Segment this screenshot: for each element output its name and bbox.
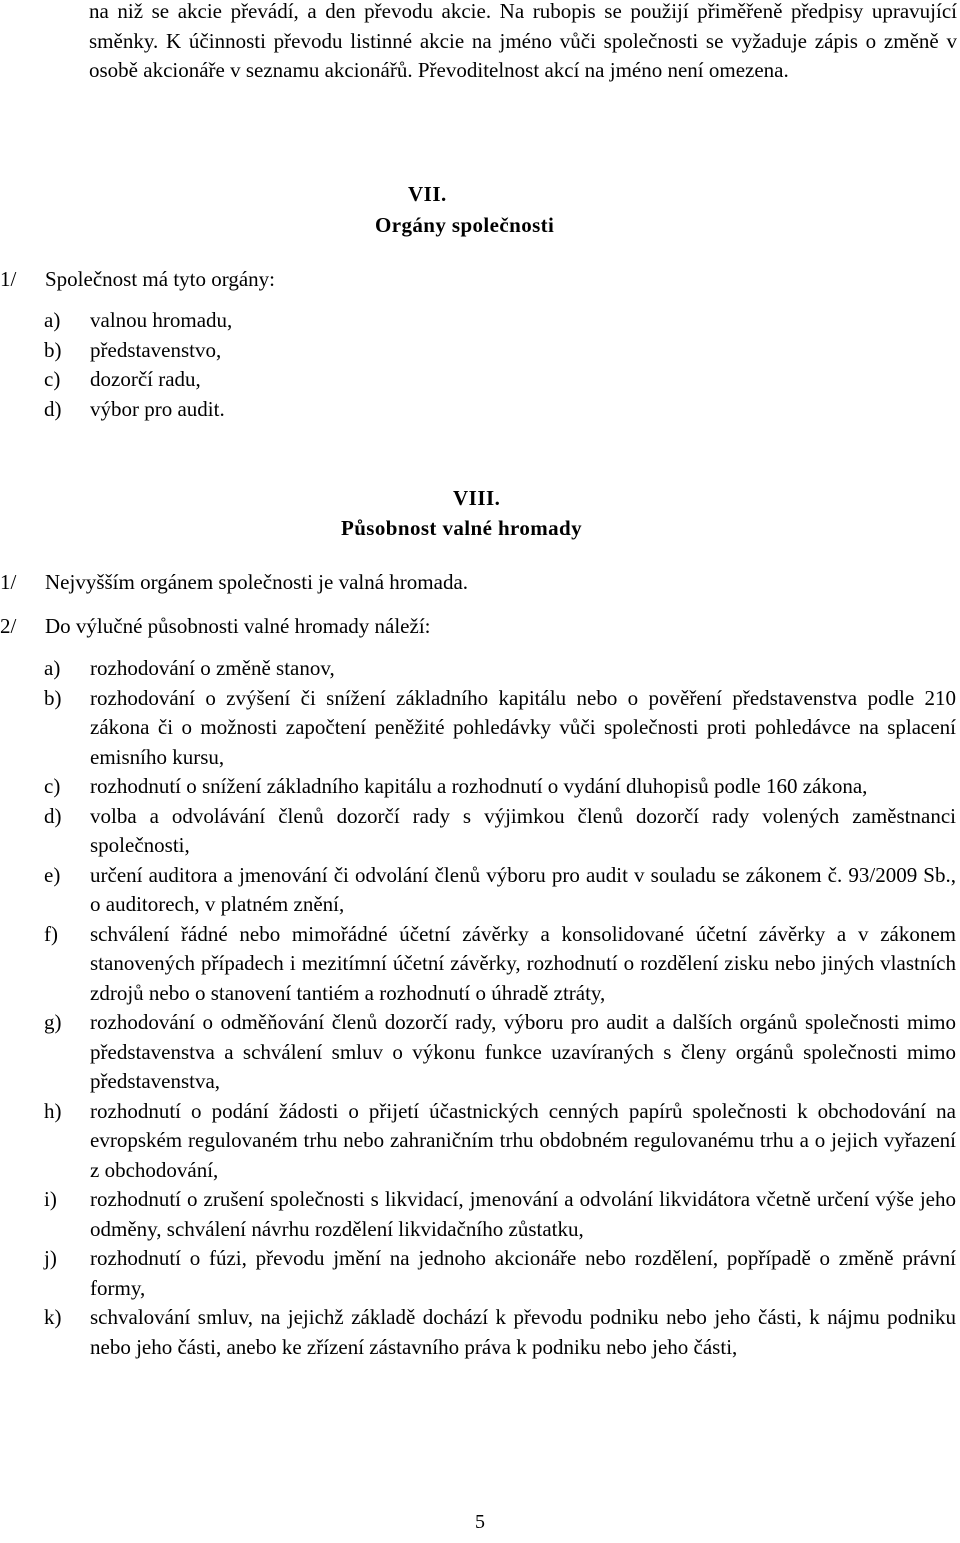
general-meeting-powers-list [44,654,956,1362]
list-item [44,1244,956,1303]
list-marker: c) [44,367,61,391]
list-marker: h) [44,1098,62,1123]
list-marker: b) [44,337,62,362]
list-item [44,395,344,425]
list-item-text: schválení řádné nebo mimořádné účetní závěrky a konsolidované účetní závěrky a v zákonem stanovených případech i mezitímní účetní závěrky, rozhodnutí o rozdělení zisku nebo jiných vlastních zdrojů nebo o stanovení tantiém a rozhodnutí o úhradě ztráty, [90,921,956,1005]
paragraph-text: Do výlučné působnosti valné hromady náleží: [45,614,431,638]
list-marker: j) [44,1246,57,1270]
intro-text: na niž se akcie převádí, a den převodu akcie. Na rubopis se použijí přiměřeně předpisy upravující směnky. K účinnosti převodu listinné akcie na jméno vůči společnosti se vyžaduje zápis o změně v osobě akcionáře v seznamu akcionářů. Převoditelnost akcí na jméno není omezena. [89,0,957,82]
list-marker: i) [44,1187,57,1211]
section-7-number: VII. [408,182,447,206]
list-item-text: rozhodnutí o fúzi, převodu jmění na jednoho akcionáře nebo rozdělení, popřípadě o změně právní formy, [90,1246,956,1300]
list-item-text: rozhodování o zvýšení či snížení základního kapitálu nebo o pověření představenstva podle 210 zákona či o možnosti započtení peněžité pohledávky vůči společnosti proti pohledávce na splacení emisního kursu, [90,685,956,769]
list-item-text: dozorčí radu, [90,367,201,391]
list-item [44,654,956,684]
list-item [44,684,956,773]
list-item [44,861,956,920]
list-marker: c) [44,774,61,798]
list-item [44,1097,956,1186]
intro-paragraph [89,0,957,86]
list-item-text: představenstvo, [90,337,222,362]
list-item-text: schvalování smluv, na jejichž základě dochází k převodu podniku nebo jeho části, k nájmu podniku nebo jeho části, anebo ke zřízení zástavního práva k podniku nebo jeho části, [90,1305,956,1359]
paragraph-text: Nejvyšším orgánem společnosti je valná hromada. [45,570,469,594]
section-8-paragraph-1 [0,568,468,598]
list-item [44,920,956,1009]
list-item [44,1303,956,1362]
list-item [44,306,344,336]
list-marker: g) [44,1010,62,1034]
paragraph-number: 1/ [0,570,17,594]
page-number: 5 [475,1511,485,1533]
section-8-paragraph-2 [0,612,431,642]
section-7-title: Orgány společnosti [375,213,555,237]
section-8-number: VIII. [453,486,501,510]
list-item [44,772,956,802]
organs-list [44,306,344,424]
list-marker: d) [44,396,62,421]
paragraph-number: 1/ [0,267,17,291]
list-item [44,1185,956,1244]
paragraph-text: Společnost má tyto orgány: [45,267,276,291]
list-item [44,365,344,395]
list-item [44,802,956,861]
list-item-text: rozhodnutí o snížení základního kapitálu a rozhodnutí o vydání dluhopisů podle 160 zákona, [90,774,868,798]
list-marker: d) [44,803,62,828]
list-marker: a) [44,656,61,680]
section-7-paragraph-1 [0,265,275,295]
list-marker: a) [44,308,61,332]
list-item-text: rozhodování o změně stanov, [90,656,335,680]
list-marker: f) [44,921,58,946]
list-item [44,1008,956,1097]
list-item-text: rozhodování o odměňování členů dozorčí rady, výboru pro audit a dalších orgánů společnosti mimo představenstva a schválení smluv o výkonu funkce uzavíraných s členy orgánů společnosti mimo představenstva, [90,1010,956,1093]
list-marker: b) [44,685,62,710]
list-item-text: volba a odvolávání členů dozorčí rady s výjimkou členů dozorčí rady volených zaměstnanci společnosti, [90,803,956,857]
list-marker: e) [44,862,61,887]
section-8-title: Působnost valné hromady [341,516,583,540]
list-item-text: rozhodnutí o podání žádosti o přijetí účastnických cenných papírů společnosti k obchodování na evropském regulovaném trhu nebo zahraničním trhu obdobném regulovanému trhu a o jejich vyřazení z obchodování, [90,1098,956,1182]
list-marker: k) [44,1305,62,1329]
paragraph-number: 2/ [0,614,17,638]
list-item-text: určení auditora a jmenování či odvolání členů výboru pro audit v souladu se zákonem č. 93/2009 Sb., o auditorech, v platném znění, [90,862,956,916]
list-item [44,336,344,366]
list-item-text: výbor pro audit. [90,396,225,421]
list-item-text: rozhodnutí o zrušení společnosti s likvidací, jmenování a odvolání likvidátora včetně určení výše jeho odměny, schválení návrhu rozdělení likvidačního zůstatku, [90,1187,956,1241]
list-item-text: valnou hromadu, [90,308,233,332]
